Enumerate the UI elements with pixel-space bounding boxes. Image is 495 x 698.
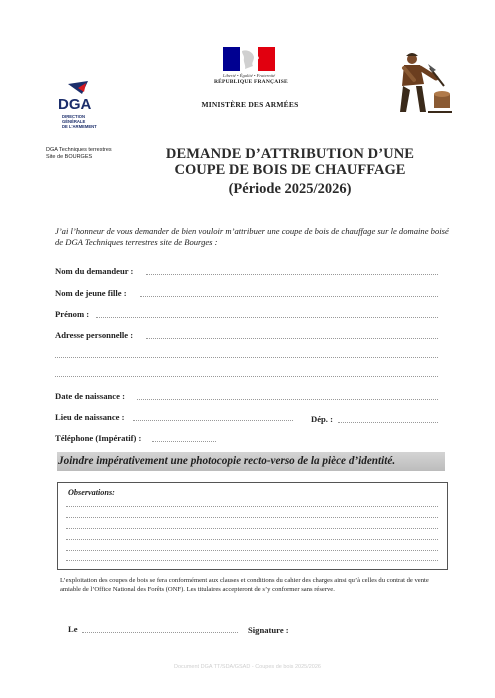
dga-site-line-1: DGA Techniques terrestres xyxy=(46,147,112,153)
republique-francaise: RÉPUBLIQUE FRANÇAISE xyxy=(214,79,288,85)
dga-line-1: DIRECTION xyxy=(62,114,86,119)
observations-line-5[interactable] xyxy=(66,550,438,551)
dga-acronym: DGA xyxy=(58,96,92,112)
dga-logo-block xyxy=(40,80,130,129)
dga-site xyxy=(46,147,112,161)
ministere: MINISTÈRE DES ARMÉES xyxy=(201,100,299,109)
label-le: Le xyxy=(68,624,78,634)
intro-text: J’ai l’honneur de vous demander de bien vouloir m’attribuer une coupe de bois de chauffage sur le domaine boisé de DGA Techniques terrestres site de Bourges : xyxy=(55,226,449,247)
label-signature: Signature : xyxy=(248,625,289,635)
label-dep: Dép. : xyxy=(311,414,333,424)
title-line-1: DEMANDE D’ATTRIBUTION D’UNE xyxy=(165,146,415,162)
label-adresse: Adresse personnelle : xyxy=(55,330,134,340)
observations-line-2[interactable] xyxy=(66,517,438,518)
input-dep[interactable] xyxy=(338,422,438,423)
input-adresse-3[interactable] xyxy=(55,376,438,377)
input-adresse-2[interactable] xyxy=(55,357,438,358)
notice-text: Joindre impérativement une photocopie recto-verso de la pièce d’identité. xyxy=(58,455,396,467)
observations-line-3[interactable] xyxy=(66,528,438,529)
observations-line-1[interactable] xyxy=(66,506,438,507)
input-prenom[interactable] xyxy=(96,317,438,318)
observations-line-4[interactable] xyxy=(66,539,438,540)
input-telephone[interactable] xyxy=(152,441,216,442)
marianne-logo-icon xyxy=(223,47,275,71)
motto: Liberté • Égalité • Fraternité xyxy=(222,73,276,78)
label-telephone: Téléphone (Impératif) : xyxy=(55,433,142,443)
label-jeune-fille: Nom de jeune fille : xyxy=(55,288,127,298)
input-nom[interactable] xyxy=(146,274,438,275)
dga-site-line-2: Site de BOURGES xyxy=(46,154,93,160)
footer-text: Document DGA TT/SDA/GSAD - Coupes de bois 2025/2026 xyxy=(174,664,321,670)
observations-label: Observations: xyxy=(68,488,115,497)
dga-logo-icon xyxy=(54,80,98,112)
title-line-2: COUPE DE BOIS DE CHAUFFAGE xyxy=(174,162,406,178)
marianne-block xyxy=(214,47,288,85)
input-lieu-naissance[interactable] xyxy=(133,420,293,421)
label-nom: Nom du demandeur : xyxy=(55,266,134,276)
label-lieu-naissance: Lieu de naissance : xyxy=(55,412,125,422)
observations-box xyxy=(57,482,448,570)
dga-line-2: GÉNÉRALE xyxy=(62,119,86,124)
dga-line-3: DE L'ARMEMENT xyxy=(62,124,97,129)
input-jeune-fille[interactable] xyxy=(140,296,438,297)
label-date-naissance: Date de naissance : xyxy=(55,391,125,401)
clause-text: L’exploitation des coupes de bois se fera conformément aux clauses et conditions du cahier des charges ainsi qu’à celles du contrat de vente amiable de l’Office National des Forêts (ONF). Les titulaires accepteront de s’y conformer sans réserve. xyxy=(60,577,429,593)
input-date-naissance[interactable] xyxy=(137,399,438,400)
title-line-3: (Période 2025/2026) xyxy=(228,181,352,197)
observations-line-6[interactable] xyxy=(66,560,438,561)
input-le[interactable] xyxy=(82,632,238,633)
label-prenom: Prénom : xyxy=(55,309,90,319)
input-adresse-1[interactable] xyxy=(146,338,438,339)
lumberjack-icon xyxy=(390,50,452,120)
